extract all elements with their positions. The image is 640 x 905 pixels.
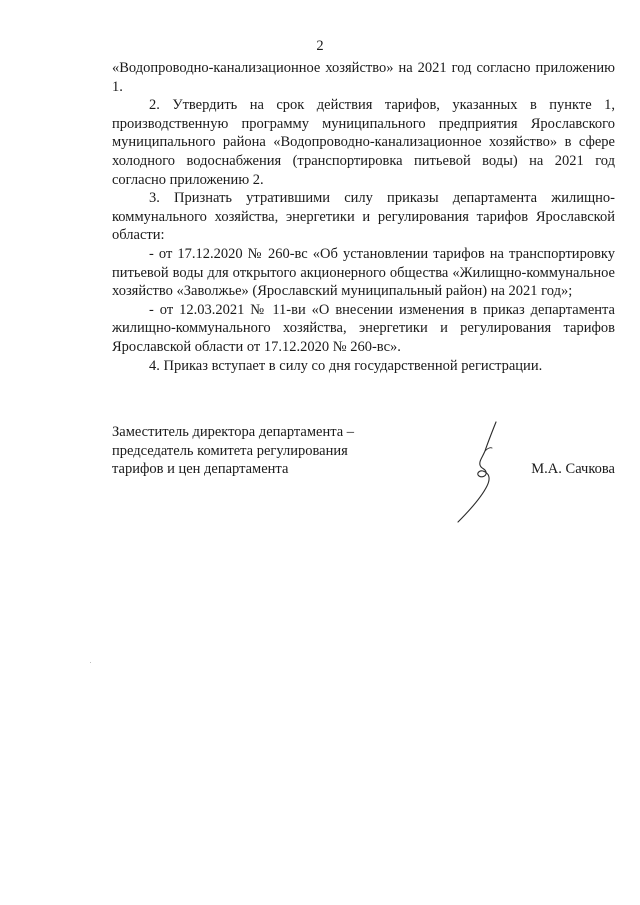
handwritten-signature — [452, 418, 512, 528]
signatory-position-line: Заместитель директора департамента – — [112, 424, 355, 440]
paragraph-item-3: 3. Признать утратившими силу приказы департамента жилищно-коммунального хозяйства, энергетики и регулирования тарифов Ярославской области: — [112, 190, 615, 244]
page-number: 2 — [316, 38, 324, 54]
document-body — [112, 59, 615, 375]
scan-artifact — [90, 662, 91, 663]
paragraph-subitem-2: - от 12.03.2021 № 11-ви «О внесении изменения в приказ департамента жилищно-коммунального хозяйства, энергетики и регулирования тарифов Ярославской области от 17.12.2020 № 260-вс». — [112, 301, 615, 355]
paragraph-item-2: 2. Утвердить на срок действия тарифов, указанных в пункте 1, производственную программу муниципального предприятия Ярославского муниципального района «Водопроводно-канализационное хозяйство» в сфере холодного водоснабжения (транспортировка питьевой воды) на 2021 год согласно приложению 2. — [112, 97, 615, 188]
signatory-position-line: тарифов и цен департамента — [112, 461, 289, 478]
signatory-position-line: председатель комитета регулирования — [112, 442, 348, 459]
paragraph-item-4: 4. Приказ вступает в силу со дня государственной регистрации. — [149, 357, 543, 374]
signatory-name: М.А. Сачкова — [531, 461, 615, 477]
paragraph-subitem-1: - от 17.12.2020 № 260-вс «Об установлении тарифов на транспортировку питьевой воды для открытого акционерного общества «Жилищно-коммунальное хозяйство «Заволжье» (Ярославский муниципальный район) на 2021 год»; — [112, 245, 615, 300]
signature-block — [112, 423, 615, 479]
paragraph-continuation: «Водопроводно-канализационное хозяйство» на 2021 год согласно приложению 1. — [112, 60, 615, 95]
